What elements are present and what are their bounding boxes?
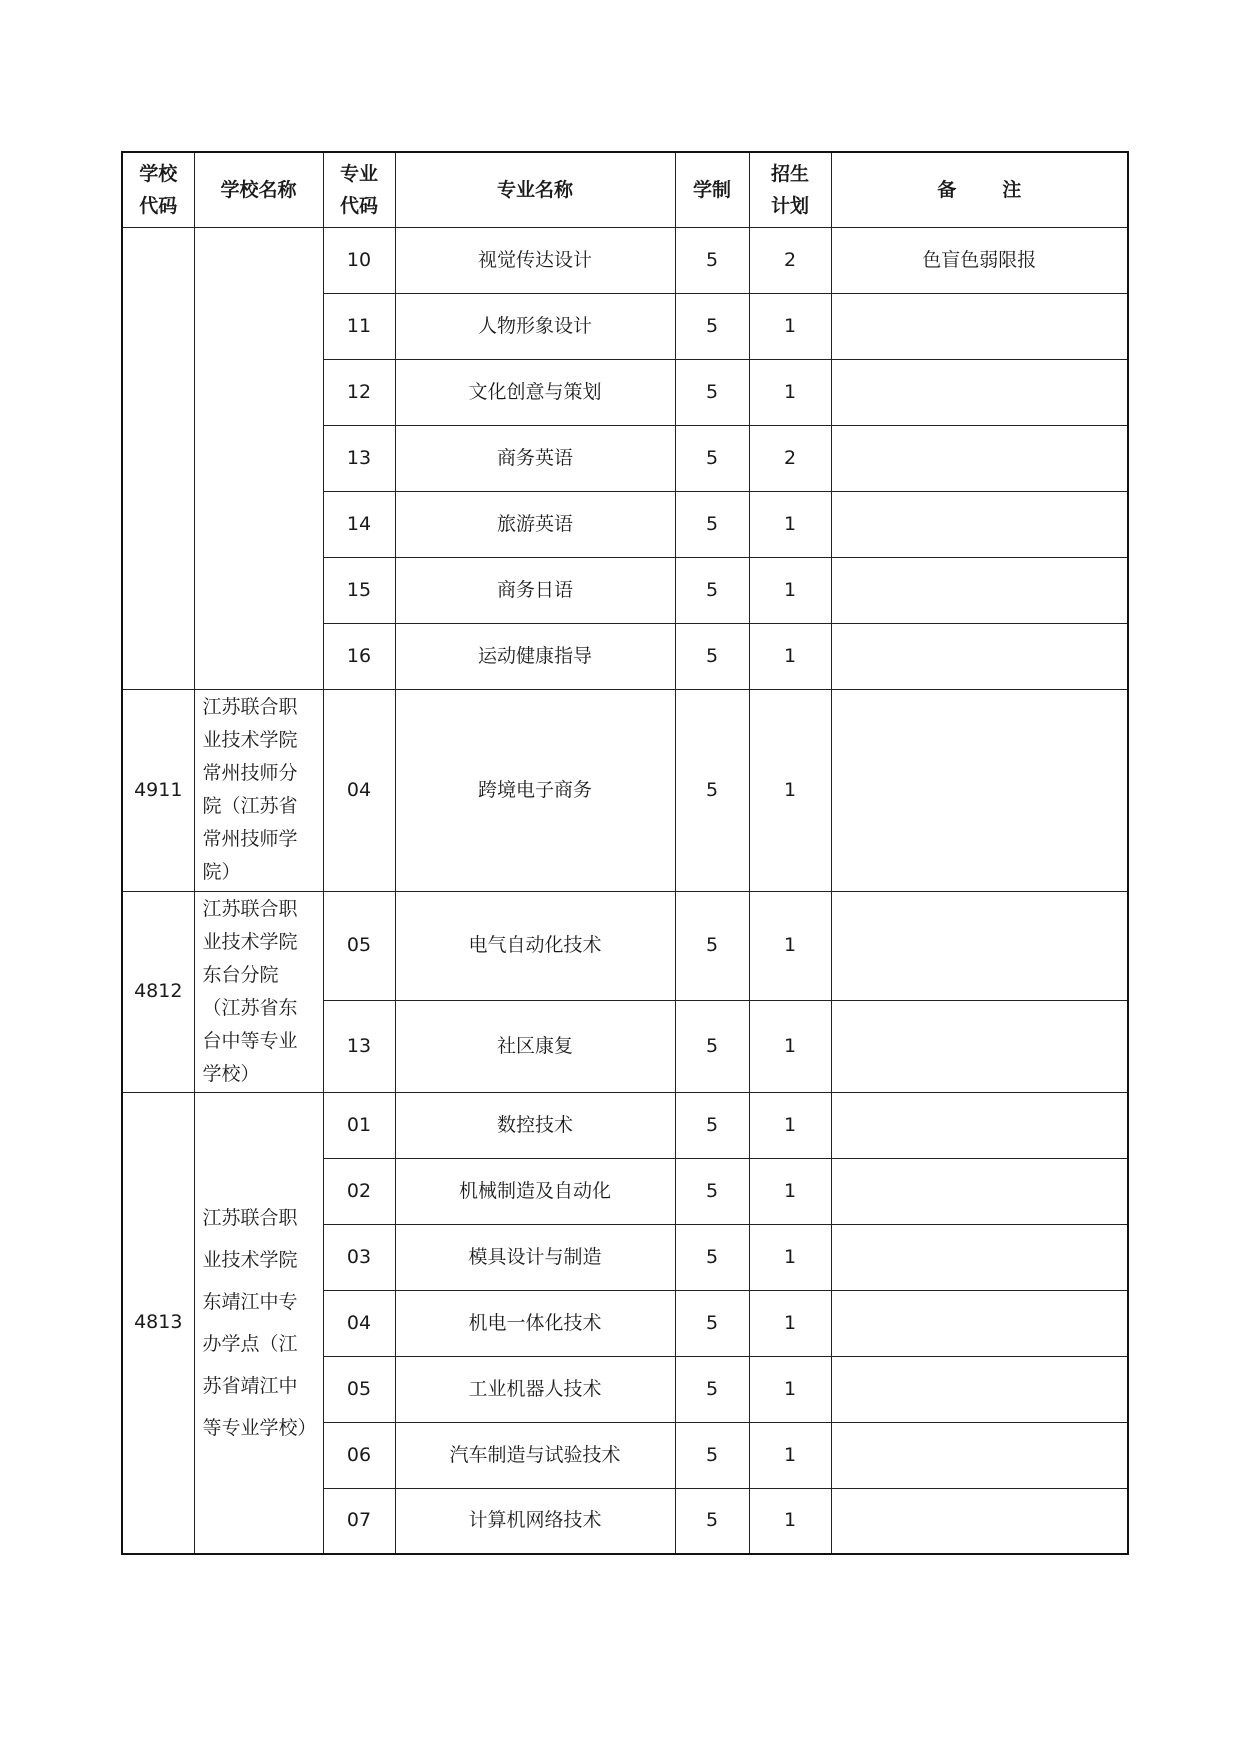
plan-cell: 1 [749, 359, 831, 425]
plan-cell: 1 [749, 1422, 831, 1488]
remark-cell [831, 1356, 1128, 1422]
plan-cell: 1 [749, 1290, 831, 1356]
major-name-cell: 文化创意与策划 [395, 359, 675, 425]
remark-cell [831, 491, 1128, 557]
plan-cell: 1 [749, 293, 831, 359]
remark-cell [831, 1092, 1128, 1158]
school-name-cell [194, 689, 323, 891]
major-code-cell: 07 [323, 1488, 395, 1554]
duration-cell: 5 [675, 689, 749, 891]
remark-cell [831, 623, 1128, 689]
duration-cell: 5 [675, 359, 749, 425]
remark-cell [831, 1224, 1128, 1290]
major-code-cell: 14 [323, 491, 395, 557]
duration-cell: 5 [675, 1356, 749, 1422]
duration-cell: 5 [675, 1422, 749, 1488]
plan-cell: 1 [749, 1092, 831, 1158]
plan-cell: 1 [749, 1000, 831, 1092]
school-name-text: 江苏联合职业技术学院东靖江中专办学点（江苏省靖江中等专业学校） [202, 1206, 317, 1439]
plan-cell: 1 [749, 891, 831, 1000]
major-name-cell: 模具设计与制造 [395, 1224, 675, 1290]
duration-cell: 5 [675, 1290, 749, 1356]
major-name-cell: 跨境电子商务 [395, 689, 675, 891]
major-name-cell: 旅游英语 [395, 491, 675, 557]
duration-cell: 5 [675, 1158, 749, 1224]
remark-cell: 色盲色弱限报 [831, 227, 1128, 293]
major-name-cell: 商务英语 [395, 425, 675, 491]
major-code-cell: 01 [323, 1092, 395, 1158]
major-name-cell: 汽车制造与试验技术 [395, 1422, 675, 1488]
table-row [122, 891, 1128, 1000]
major-code-cell: 03 [323, 1224, 395, 1290]
plan-cell: 2 [749, 425, 831, 491]
school-code-cell: 4813 [122, 1092, 194, 1554]
duration-cell: 5 [675, 293, 749, 359]
remark-cell [831, 359, 1128, 425]
duration-cell: 5 [675, 425, 749, 491]
table-row [122, 1092, 1128, 1158]
enrollment-plan-table [121, 151, 1129, 1555]
plan-cell: 1 [749, 1158, 831, 1224]
table-header-row [122, 152, 1128, 227]
duration-cell: 5 [675, 227, 749, 293]
remark-cell [831, 1422, 1128, 1488]
duration-cell: 5 [675, 891, 749, 1000]
school-name-cell [194, 1092, 323, 1554]
major-name-cell: 机电一体化技术 [395, 1290, 675, 1356]
school-name-text: 江苏联合职业技术学院东台分院（江苏省东台中等专业学校） [202, 897, 298, 1085]
remark-cell [831, 689, 1128, 891]
major-code-cell: 02 [323, 1158, 395, 1224]
plan-cell: 2 [749, 227, 831, 293]
duration-cell: 5 [675, 1000, 749, 1092]
major-code-cell: 05 [323, 891, 395, 1000]
header-school-code: 学校代码 [122, 152, 194, 227]
major-code-cell: 13 [323, 425, 395, 491]
duration-cell: 5 [675, 491, 749, 557]
school-code-cell: 4812 [122, 891, 194, 1092]
major-code-cell: 04 [323, 689, 395, 891]
header-school-name: 学校名称 [194, 152, 323, 227]
plan-cell: 1 [749, 491, 831, 557]
major-name-cell: 工业机器人技术 [395, 1356, 675, 1422]
major-name-cell: 机械制造及自动化 [395, 1158, 675, 1224]
major-code-cell: 06 [323, 1422, 395, 1488]
duration-cell: 5 [675, 557, 749, 623]
header-major-name: 专业名称 [395, 152, 675, 227]
duration-cell: 5 [675, 1224, 749, 1290]
remark-cell [831, 425, 1128, 491]
duration-cell: 5 [675, 1092, 749, 1158]
major-name-cell: 社区康复 [395, 1000, 675, 1092]
table-body [122, 227, 1128, 1554]
remark-cell [831, 557, 1128, 623]
school-name-text: 江苏联合职业技术学院常州技师分院（江苏省常州技师学院） [202, 696, 298, 883]
school-name-cell [194, 891, 323, 1092]
school-code-cell [122, 227, 194, 689]
plan-cell: 1 [749, 1488, 831, 1554]
plan-cell: 1 [749, 689, 831, 891]
remark-cell [831, 1000, 1128, 1092]
major-code-cell: 16 [323, 623, 395, 689]
plan-cell: 1 [749, 623, 831, 689]
major-name-cell: 视觉传达设计 [395, 227, 675, 293]
major-name-cell: 人物形象设计 [395, 293, 675, 359]
major-name-cell: 商务日语 [395, 557, 675, 623]
table-row [122, 689, 1128, 891]
major-code-cell: 11 [323, 293, 395, 359]
table-row [122, 227, 1128, 293]
major-code-cell: 04 [323, 1290, 395, 1356]
major-code-cell: 13 [323, 1000, 395, 1092]
remark-cell [831, 1158, 1128, 1224]
remark-cell [831, 1290, 1128, 1356]
remark-cell [831, 293, 1128, 359]
major-code-cell: 05 [323, 1356, 395, 1422]
school-name-cell [194, 227, 323, 689]
header-duration: 学制 [675, 152, 749, 227]
duration-cell: 5 [675, 623, 749, 689]
plan-cell: 1 [749, 557, 831, 623]
header-major-code: 专业代码 [323, 152, 395, 227]
major-code-cell: 12 [323, 359, 395, 425]
major-name-cell: 数控技术 [395, 1092, 675, 1158]
plan-cell: 1 [749, 1224, 831, 1290]
plan-cell: 1 [749, 1356, 831, 1422]
remark-cell [831, 891, 1128, 1000]
major-name-cell: 计算机网络技术 [395, 1488, 675, 1554]
major-code-cell: 15 [323, 557, 395, 623]
major-name-cell: 电气自动化技术 [395, 891, 675, 1000]
major-code-cell: 10 [323, 227, 395, 293]
school-code-cell: 4911 [122, 689, 194, 891]
major-name-cell: 运动健康指导 [395, 623, 675, 689]
header-plan: 招生计划 [749, 152, 831, 227]
remark-cell [831, 1488, 1128, 1554]
header-remark: 备 注 [831, 152, 1128, 227]
duration-cell: 5 [675, 1488, 749, 1554]
